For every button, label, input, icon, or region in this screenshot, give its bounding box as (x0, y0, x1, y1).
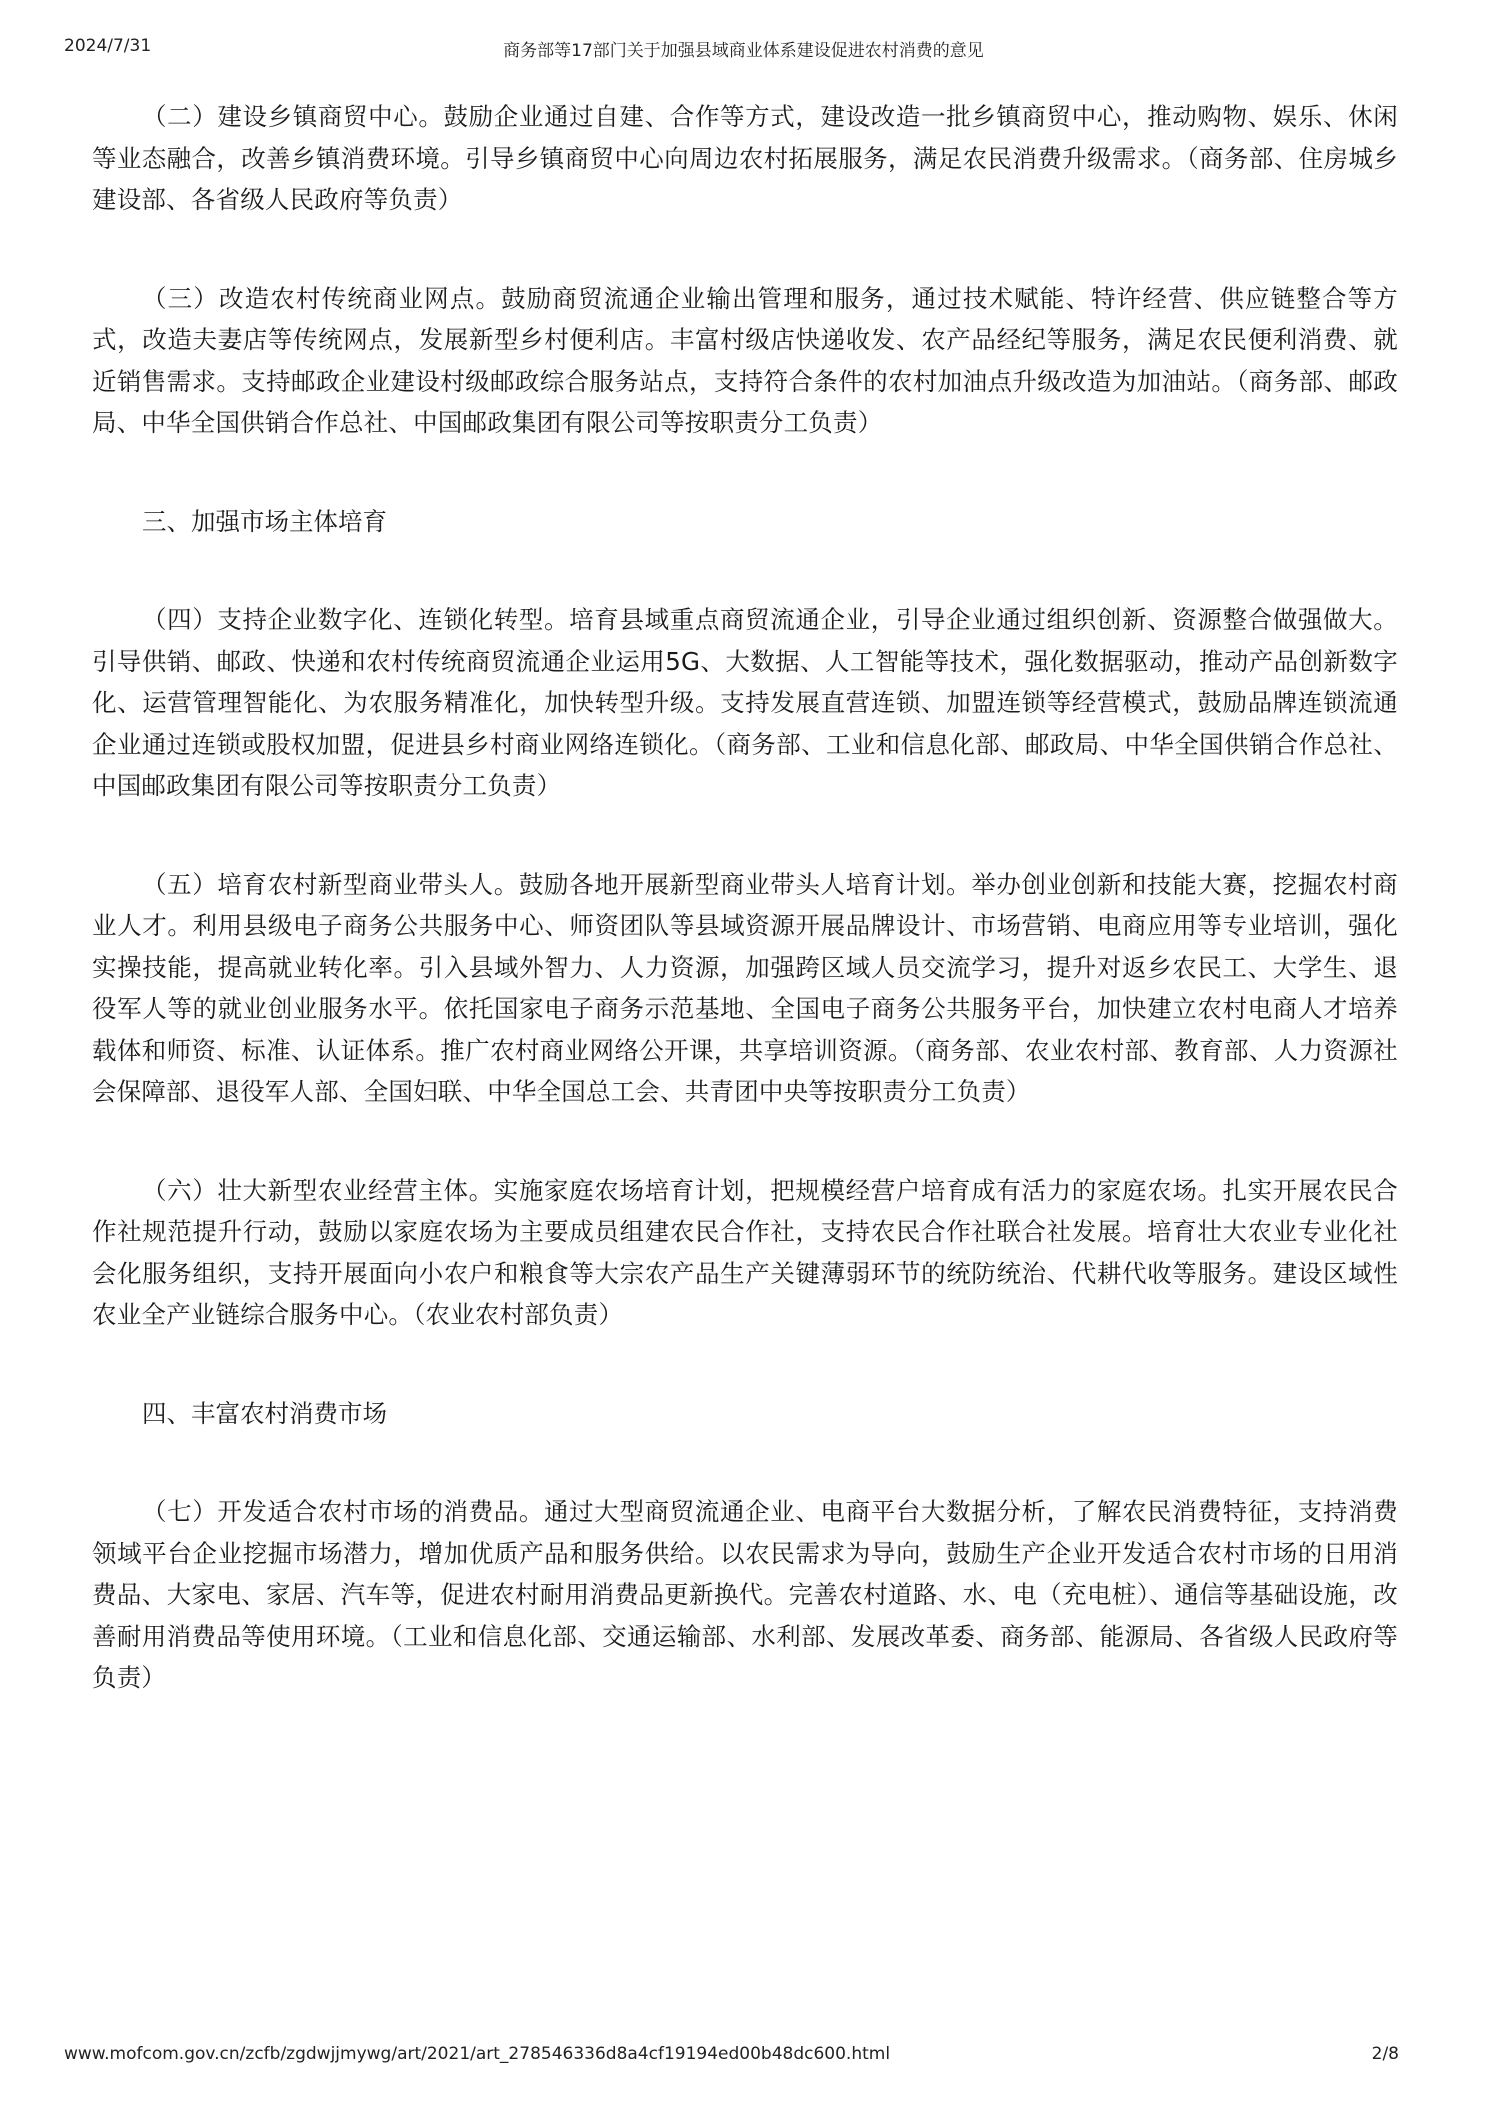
paragraph-4: （四）支持企业数字化、连锁化转型。培育县域重点商贸流通企业，引导企业通过组织创新、资源整合做强做大。引导供销、邮政、快递和农村传统商贸流通企业运用5G、大数据、人工智能等技术，强化数据驱动，推动产品创新数字化、运营管理智能化、为农服务精准化，加快转型升级。支持发展直营连锁、加盟连锁等经营模式，鼓励品牌连锁流通企业通过连锁或股权加盟，促进县乡村商业网络连锁化。（商务部、工业和信息化部、邮政局、中华全国供销合作总社、中国邮政集团有限公司等按职责分工负责） (92, 605, 1398, 800)
paragraph-6: （六）壮大新型农业经营主体。实施家庭农场培育计划，把规模经营户培育成有活力的家庭农场。扎实开展农民合作社规范提升行动，鼓励以家庭农场为主要成员组建农民合作社，支持农民合作社联合社发展。培育壮大农业专业化社会化服务组织，支持开展面向小农户和粮食等大宗农产品生产关键薄弱环节的统防统治、代耕代收等服务。建设区域性农业全产业链综合服务中心。（农业农村部负责） (92, 1175, 1398, 1329)
page-number: 2/8 (1371, 2044, 1399, 2064)
document-title: 商务部等17部门关于加强县域商业体系建设促进农村消费的意见 (503, 41, 984, 61)
print-header (0, 36, 1487, 60)
document-body (92, 96, 1398, 1756)
paragraph-5: （五）培育农村新型商业带头人。鼓励各地开展新型商业带头人培育计划。举办创业创新和技能大赛，挖掘农村商业人才。利用县级电子商务公共服务中心、师资团队等县域资源开展品牌设计、市场营销、电商应用等专业培训，强化实操技能，提高就业转化率。引入县域外智力、人力资源，加强跨区域人员交流学习，提升对返乡农民工、大学生、退役军人等的就业创业服务水平。依托国家电子商务示范基地、全国电子商务公共服务平台，加快建立农村电商人才培养载体和师资、标准、认证体系。推广农村商业网络公开课，共享培训资源。（商务部、农业农村部、教育部、人力资源社会保障部、退役军人部、全国妇联、中华全国总工会、共青团中央等按职责分工负责） (92, 869, 1398, 1106)
section-heading-3: 三、加强市场主体培育 (142, 506, 387, 536)
source-url: www.mofcom.gov.cn/zcfb/zgdwjjmywg/art/2021/art_278546336d8a4cf19194ed00b48dc600.html (64, 2044, 891, 2064)
section-heading-4: 四、丰富农村消费市场 (142, 1398, 387, 1428)
paragraph-7: （七）开发适合农村市场的消费品。通过大型商贸流通企业、电商平台大数据分析，了解农民消费特征，支持消费领域平台企业挖掘市场潜力，增加优质产品和服务供给。以农民需求为导向，鼓励生产企业开发适合农村市场的日用消费品、大家电、家居、汽车等，促进农村耐用消费品更新换代。完善农村道路、水、电（充电桩）、通信等基础设施，改善耐用消费品等使用环境。（工业和信息化部、交通运输部、水利部、发展改革委、商务部、能源局、各省级人民政府等负责） (92, 1497, 1398, 1692)
paragraph-3: （三）改造农村传统商业网点。鼓励商贸流通企业输出管理和服务，通过技术赋能、特许经营、供应链整合等方式，改造夫妻店等传统网点，发展新型乡村便利店。丰富村级店快递收发、农产品经纪等服务，满足农民便利消费、就近销售需求。支持邮政企业建设村级邮政综合服务站点，支持符合条件的农村加油点升级改造为加油站。（商务部、邮政局、中华全国供销合作总社、中国邮政集团有限公司等按职责分工负责） (92, 283, 1398, 437)
paragraph-2: （二）建设乡镇商贸中心。鼓励企业通过自建、合作等方式，建设改造一批乡镇商贸中心，推动购物、娱乐、休闲等业态融合，改善乡镇消费环境。引导乡镇商贸中心向周边农村拓展服务，满足农民消费升级需求。（商务部、住房城乡建设部、各省级人民政府等负责） (92, 102, 1398, 214)
print-footer (0, 2044, 1487, 2068)
print-date: 2024/7/31 (64, 36, 152, 56)
